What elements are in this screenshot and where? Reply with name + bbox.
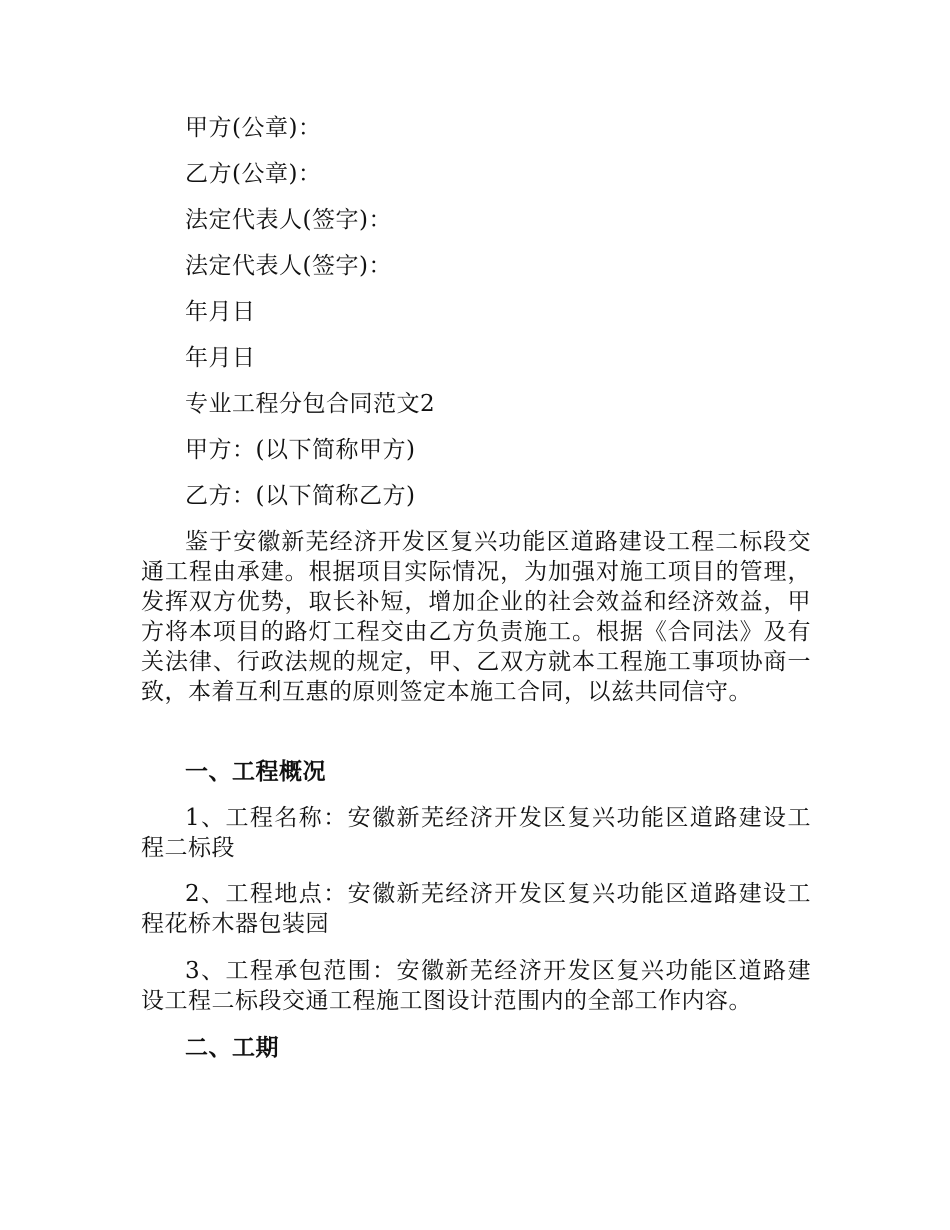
- section-heading-duration: 二、工期: [185, 1034, 279, 1061]
- party-b-seal-line: 乙方(公章)：: [185, 161, 322, 187]
- legal-rep-signature-line-b: 法定代表人(签字)：: [185, 253, 392, 279]
- party-b-line: 乙方：(以下简称乙方): [185, 483, 416, 509]
- project-scope-item: 3、工程承包范围：安徽新芜经济开发区复兴功能区道路建设工程二标段交通工程施工图设计范围内的全部工作内容。: [141, 958, 811, 1014]
- section-heading-overview: 一、工程概况: [185, 758, 326, 785]
- document-title: 专业工程分包合同范文2: [185, 391, 436, 417]
- date-line-b: 年月日: [185, 345, 256, 371]
- intro-paragraph: 鉴于安徽新芜经济开发区复兴功能区道路建设工程二标段交通工程由承建。根据项目实际情况，为加强对施工项目的管理，发挥双方优势，取长补短，增加企业的社会效益和经济效益，甲方将本项目的路灯工程交由乙方负责施工。根据《合同法》及有关法律、行政法规的规定，甲、乙双方就本工程施工事项协商一致，本着互利互惠的原则签定本施工合同，以兹共同信守。: [141, 529, 811, 705]
- project-location-item: 2、工程地点：安徽新芜经济开发区复兴功能区道路建设工程花桥木器包装园: [141, 881, 811, 937]
- party-a-line: 甲方：(以下简称甲方): [185, 437, 416, 463]
- date-line-a: 年月日: [185, 299, 256, 325]
- party-a-seal-line: 甲方(公章)：: [185, 115, 322, 141]
- project-name-item: 1、工程名称：安徽新芜经济开发区复兴功能区道路建设工程二标段: [141, 805, 811, 861]
- legal-rep-signature-line-a: 法定代表人(签字)：: [185, 207, 392, 233]
